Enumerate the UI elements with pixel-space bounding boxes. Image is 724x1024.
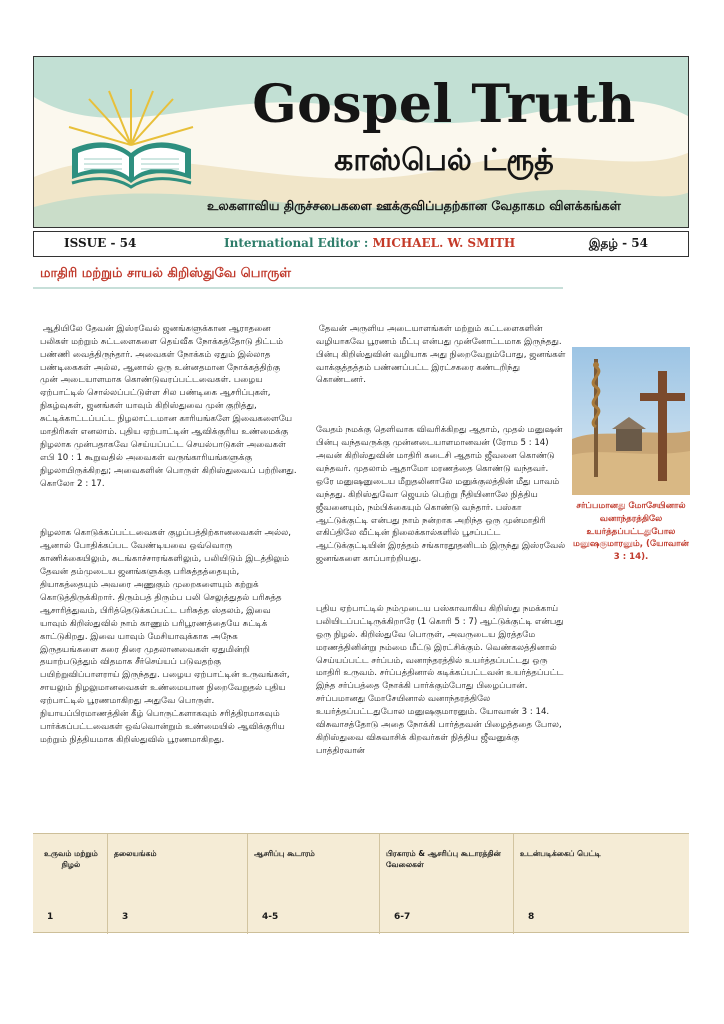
contents-item-label: ஆசரிப்பு கூடாரம் (254, 849, 315, 858)
paragraph: ஆதியிலே தேவன் இஸ்ரவேல் ஜனங்களுக்கான ஆராதனை பலிகள் மற்றும் சுட்டளைகளை தெய்வீக நோக்கத்தோடு திட்டம் பண்ணி வைத்திருந்தார். அவைகள் நோக்கம் ஏதும் இல்லாத பண்டிகைகள் அல்ல, ஆனால் ஒரு உன்னதமான நோக்கத்திற்கு முன் அடையாளமாக கொண்டுவரப்பட்டவைகள். பழைய ஏற்பாட்டில் சொல்லப்பட்டுள்ள சில பண்டிகை ஆசரிப்புகள், நிகழ்வுகள், ஜனங்கள் யாவும் கிறிஸ்துவை முன் குறித்து, சுட்டிக்காட்டப்பட்ட நிழலாட்டமான காரியங்களே இவைகளையே மாதிரிகள் எனலாம். புதிய ஏற்பாட்டின் ஆவிக்குரிய உண்மைக்கு நிழலாக முன்பதாகவே செய்யப்பட்ட செயல்பாடுகள் அவைகள் எபி 10 : 1 கூறுவதில் அவைகள் வருங்காரியங்களுக்கு நிழலாயிருக்கிறது; அவைகளின் பொருள் கிறிஸ்துவைப் பற்றினது. கொலோ 2 : 17. (40, 323, 300, 489)
issue-bar (33, 231, 689, 257)
paragraph: புதிய ஏற்பாட்டில் நம்முடைய பஸ்காவாகிய கிறிஸ்து நமக்காய் பலியிடப்பட்டிருக்கிறாரே (1 கொரி 5 : 7) ஆட்டுக்குட்டி என்பது ஒரு நிழல். கிறிஸ்துவே பொருள், அவருடைய இரத்தமே மரணத்தினின்று நம்மை மீட்டு இரட்சிக்கும். வெண்கலத்தினால் செய்யப்பட்ட சர்ப்பம், வனாந்தரத்தில் உயர்த்தப்பட்டது ஒரு மாதிரி உருவம். சர்ப்பத்தினால் கடிக்கப்பட்டவன் உயர்த்தப்பட்ட இந்த சர்ப்பத்தை நோக்கி பார்க்கும்போது பிழைப்பான். சர்ப்பமானது மோசேயினால் வனாந்தரத்திலே உயர்த்தப்பட்டதுபோல மனுஷகுமாரனும். யோவான் 3 : 14. விசுவாசத்தோடு அதை நோக்கி பார்த்தவன் பிழைத்ததை போல, கிறிஸ்துவை விசுவாசிக் கிறவர்கள் நித்திய ஜீவனுக்கு பாத்திரவான் (316, 603, 567, 756)
issue-number-english: ISSUE - 54 (64, 236, 137, 250)
contents-item-label: பிரகாரம் & ஆசரிப்பு கூடாரத்தின் வேலைகள் (386, 849, 501, 869)
magazine-tagline: உலகளாவிய திருச்சபைகளை ஊக்குவிப்பதற்கான வேதாகம விளக்கங்கள் (207, 198, 621, 213)
contents-item[interactable] (107, 834, 247, 934)
contents-item[interactable] (513, 834, 689, 934)
contents-item[interactable] (379, 834, 513, 934)
contents-item[interactable] (33, 834, 107, 934)
contents-strip (33, 833, 689, 933)
contents-item-page: 3 (122, 912, 129, 922)
magazine-title-tamil: காஸ்பெல் ட்ரூத் (334, 143, 554, 178)
contents-item[interactable] (247, 834, 379, 934)
editor-label: International Editor : (224, 236, 373, 250)
contents-item-page: 1 (47, 912, 54, 922)
contents-item-page: 4-5 (262, 912, 279, 922)
editor-credit (224, 236, 515, 250)
article-column-1 (40, 297, 298, 771)
photo-caption: சர்ப்பமானது மோசேயினால் வனாந்தரத்திலே உயர்த்தப்பட்டதுபோல மனுஷகுமாரனும், (யோவான் 3 : 14). (572, 501, 689, 563)
masthead (33, 56, 689, 228)
headline-divider (33, 287, 563, 289)
open-book-logo-icon (64, 87, 199, 197)
contents-item-label: தலையங்கம் (114, 849, 157, 858)
paragraph: தேவன் அருளிய அடையாளங்கள் மற்றும் கட்டளைகளின் வழியாகவே பூரணம் மீட்பு என்பது முன்னோட்டமாக இருந்தது. பின்பு கிறிஸ்துவின் வழியாக அது நிறைவேறும்போது, ஜனங்கள் வாக்குத்தத்தம் பண்ணப்பட்ட இரட்சகரை கண்டறிந்து கொண்டனர். (316, 323, 569, 386)
article-column-2 (316, 297, 569, 782)
contents-item-page: 6-7 (394, 912, 411, 922)
brazen-serpent-photo (572, 347, 690, 495)
magazine-title-english: Gospel Truth (252, 74, 636, 135)
paragraph: நிழலாக கொடுக்கப்பட்டவைகள் குழப்பத்திற்கானவைகள் அல்ல, ஆனால் போதிக்கப்பட வேண்டியவை ஒவ்வொரு காணிக்கையிலும், சுடங்காச்சாரங்களிலும், பலியிடும் இடத்திலும் தேவன் தம்முடைய ஜனங்களுக்கு பரிசுத்தத்தையும், தியாகத்தையும் அவரை அணுகும் முறைகளையும் கற்றுக் கொடுத்திருக்கிறார். திரும்பத் திரும்ப பலி செலுத்துதல் பரிசுத்த ஆசாரித்துவம், பிரித்தெடுக்கப்பட்ட பரிசுத்த ஸ்தலம், இவை யாவும் கிறிஸ்துவில் நாம் காணும் பரிபூரணத்தையே சுட்டிக் காட்டுகிறது. இவை யாவும் மேசியாவுக்காக அநேக இருதயங்களை கரை திரை முதலானவைகள் ஏதுமின்றி தயாற்படுத்தும் விதமாக சீர்செய்யப் படுவதற்கு பயிற்றுவிப்பாளராய் இருந்தது. பழைய ஏற்பாட்டின் உருவங்கள், சாயலும் நிழலுமானவைகள் உண்மையான நிறைவேறுதல் புதிய ஏற்பாட்டில் பூரணமாகிறது அதுவே பொருள். நியாயப்பிரமாணத்தின் கீழ் பொருட்களாகவும் சரித்திரமாகவும் பார்க்கப்பட்டவைகள் ஒவ்வொன்றும் உண்மையில் ஆவிக்குரிய மற்றும் நித்தியமாக கிறிஸ்துவில் பூரணமாகிறது. (40, 528, 294, 745)
paragraph: வேதம் நமக்கு தெளிவாக விவரிக்கிறது ஆதாம், முதல் மனுஷன் பின்பு வந்தவருக்கு முன்னடையாளமானவன் (ரோம 5 : 14) அவன் கிறிஸ்துவின் மாதிரி கடைசி ஆதாம் ஜீவனை கொண்டு வந்தவர். முதலாம் ஆதாமோ மரணத்தை கொண்டு வந்தவர். ஒரே மனுஷனுடைய மீறுதலினாலே மனுக்குலத்தின் மீது பாவம் வந்தது. கிறிஸ்துவோ ஜெயம் பெற்று நீதியினாலே நித்திய ஜீவனையும், நம்பிக்கையும் கொண்டு வந்தார். பஸ்கா ஆட்டுக்குட்டி என்பது நாம் நன்றாக அறிந்த ஒரு முன்மாதிரி எகிப்திலே வீட்டின் நிலைக்கால்களில் பூசப்பட்ட ஆட்டுக்குட்டியின் இரத்தம் சங்காரதூதனிடம் இருந்து இஸ்ரவேல் ஜனங்களை காப்பாற்றியது. (316, 425, 569, 565)
contents-item-page: 8 (528, 912, 535, 922)
contents-item-label: உருவம் மற்றும் நிழல் (44, 849, 98, 869)
issue-number-tamil: இதழ் - 54 (588, 236, 648, 250)
contents-item-label: உடன்படிக்கைப் பெட்டி (520, 849, 601, 858)
article-headline: மாதிரி மற்றும் சாயல் கிறிஸ்துவே பொருள் (40, 266, 292, 281)
editor-name: MICHAEL. W. SMITH (372, 236, 516, 250)
